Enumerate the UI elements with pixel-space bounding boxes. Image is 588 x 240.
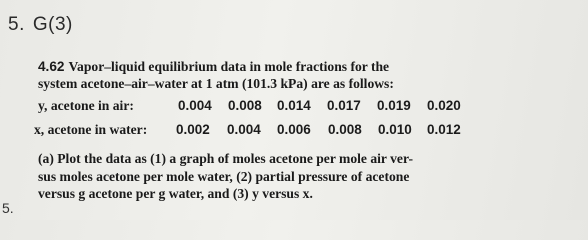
part-a-line3: versus g acetone per g water, and (3) y versus x. — [38, 186, 313, 201]
question-number: 5. — [8, 14, 25, 35]
x-row-label: x, acetone in water: — [34, 122, 148, 137]
part-a — [38, 150, 474, 203]
question-code: G(3) — [32, 14, 73, 35]
y-row-label: y, acetone in air: — [38, 98, 134, 113]
x-value: 0.008 — [328, 122, 362, 137]
x-value: 0.010 — [378, 122, 412, 137]
y-value: 0.020 — [427, 98, 461, 113]
x-value: 0.004 — [227, 122, 261, 137]
margin-mark: 5. — [2, 200, 14, 216]
y-value: 0.008 — [228, 98, 262, 113]
problem-number: 4.62 — [38, 59, 65, 74]
table-row-y — [38, 98, 134, 114]
problem-statement — [38, 58, 478, 92]
x-value: 0.012 — [427, 122, 461, 137]
part-a-line1: (a) Plot the data as (1) a graph of moles acetone per mole air ver- — [38, 151, 414, 166]
y-value: 0.004 — [178, 98, 212, 113]
part-a-line2: sus moles acetone per mole water, (2) partial pressure of acetone — [38, 168, 410, 184]
table-row-x — [34, 122, 147, 138]
x-value: 0.002 — [176, 122, 210, 137]
y-value: 0.019 — [377, 98, 411, 113]
question-header — [8, 14, 73, 36]
problem-intro-line1: Vapor–liquid equilibrium data in mole fractions for the — [68, 59, 390, 74]
x-value: 0.006 — [277, 122, 311, 137]
y-value: 0.017 — [327, 98, 361, 113]
problem-intro-line2: system acetone–air–water at 1 atm (101.3 kPa) are as follows: — [38, 76, 394, 91]
y-value: 0.014 — [277, 98, 311, 113]
